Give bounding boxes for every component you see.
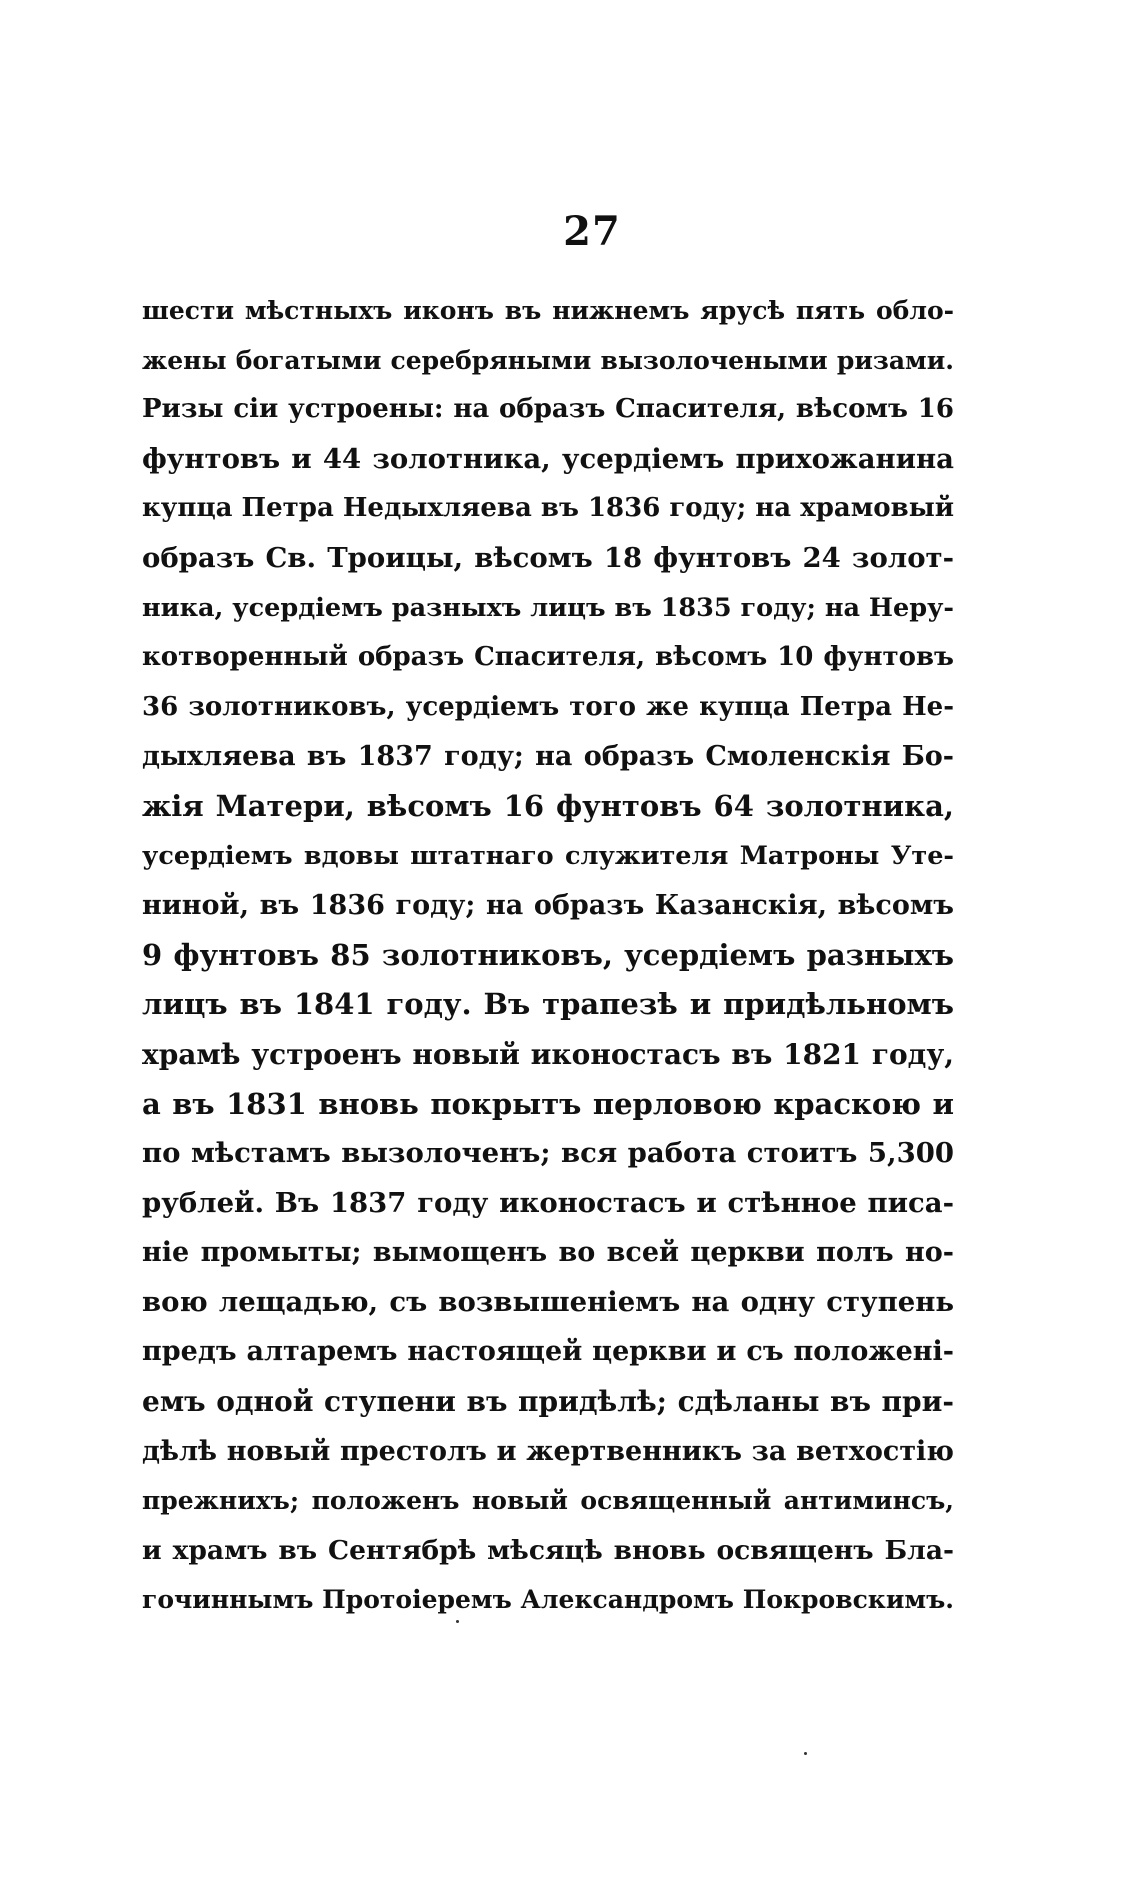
text-line: купца Петра Недыхляева въ 1836 году; на храмовый — [142, 493, 954, 524]
text-line: гочиннымъ Протоіеремъ Александромъ Покровскимъ. — [142, 1585, 954, 1615]
text-line: вою лещадью, съ возвышеніемъ на одну ступень — [142, 1285, 954, 1318]
text-line: дѣлѣ новый престолъ и жертвенникъ за ветхостію — [142, 1435, 954, 1467]
text-line: дыхляева въ 1837 году; на образъ Смоленскія Бо- — [142, 741, 954, 773]
text-line: фунтовъ и 44 золотника, усердіемъ прихожанина — [142, 442, 954, 475]
text-line: ниной, въ 1836 году; на образъ Казанскія, вѣсомъ — [142, 890, 954, 922]
text-line: Ризы сіи устроены: на образъ Спасителя, вѣсомъ 16 — [142, 394, 954, 425]
text-line: ника, усердіемъ разныхъ лицъ въ 1835 году; на Неру- — [142, 592, 954, 623]
text-line: и храмъ въ Сентябрѣ мѣсяцѣ вновь освященъ Бла- — [142, 1534, 954, 1566]
text-line: а въ 1831 вновь покрытъ перловою краскою и — [142, 1086, 954, 1121]
text-line: лицъ въ 1841 году. Въ трапезѣ и придѣльномъ — [142, 987, 954, 1022]
text-line: котворенный образъ Спасителя, вѣсомъ 10 фунтовъ — [142, 642, 954, 673]
text-line: жія Матери, вѣсомъ 16 фунтовъ 64 золотника, — [142, 788, 954, 823]
body-text — [142, 286, 954, 1625]
page-number: 27 — [563, 208, 621, 255]
text-line: 9 фунтовъ 85 золотниковъ, усердіемъ разныхъ — [142, 937, 954, 972]
text-line: емъ одной ступени въ придѣлѣ; сдѣланы въ при- — [142, 1385, 954, 1419]
text-line: 36 золотниковъ, усердіемъ того же купца Петра Не- — [142, 691, 954, 722]
paper-speck — [804, 1752, 807, 1755]
paper-speck — [456, 1620, 459, 1623]
text-line: предъ алтаремъ настоящей церкви и съ положені- — [142, 1336, 954, 1368]
text-line: усердіемъ вдовы штатнаго служителя Матроны Уте- — [142, 840, 954, 871]
text-line: шести мѣстныхъ иконъ въ нижнемъ ярусѣ пять обло- — [142, 296, 954, 325]
text-line: образъ Св. Троицы, вѣсомъ 18 фунтовъ 24 золот- — [142, 541, 954, 574]
text-line: жены богатыми серебряными вызолочеными ризами. — [142, 345, 954, 375]
text-line: рублей. Въ 1837 году иконостасъ и стѣнное писа- — [142, 1186, 954, 1219]
text-line: прежнихъ; положенъ новый освященный антиминсъ, — [142, 1486, 954, 1516]
text-line: храмѣ устроенъ новый иконостасъ въ 1821 году, — [142, 1037, 954, 1071]
text-line: ніе промыты; вымощенъ во всей церкви полъ но- — [142, 1237, 954, 1269]
text-line: по мѣстамъ вызолоченъ; вся работа стоитъ 5,300 — [142, 1137, 954, 1170]
